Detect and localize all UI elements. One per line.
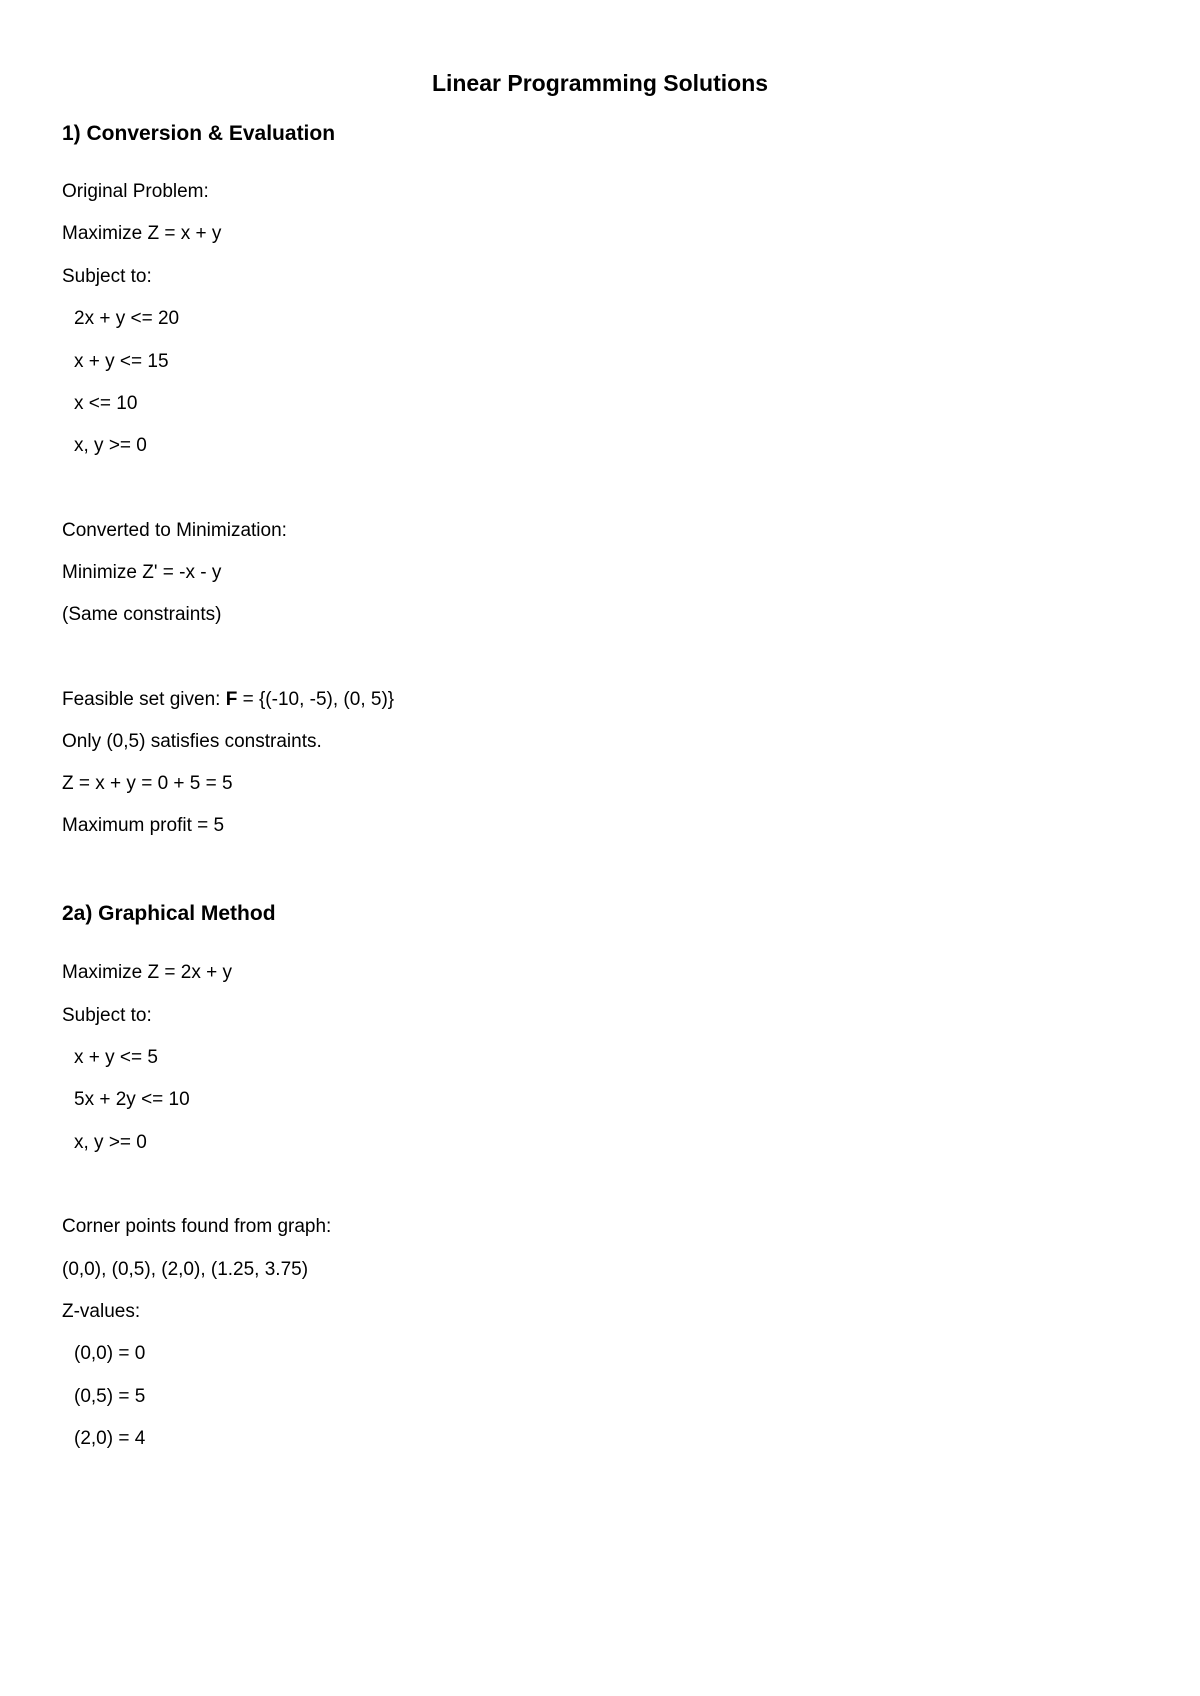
z-values-label: Z-values:	[62, 1301, 141, 1322]
satisfies-note: Only (0,5) satisfies constraints.	[62, 731, 322, 752]
subject-to-label: Subject to:	[62, 266, 152, 287]
maximum-profit: Maximum profit = 5	[62, 815, 225, 836]
z-value-line: (2,0) = 4	[74, 1428, 146, 1449]
constraint-line: 5x + 2y <= 10	[74, 1089, 190, 1110]
feasible-set-symbol: F	[225, 689, 238, 710]
z-calculation: Z = x + y = 0 + 5 = 5	[62, 773, 233, 794]
section-2a-heading: 2a) Graphical Method	[62, 902, 276, 925]
constraint-line: 2x + y <= 20	[74, 308, 180, 329]
converted-label: Converted to Minimization:	[62, 520, 287, 541]
feasible-set-values: = {(-10, -5), (0, 5)}	[237, 689, 395, 710]
objective-function: Maximize Z = 2x + y	[62, 962, 232, 983]
constraint-line: x <= 10	[74, 393, 138, 414]
subject-to-label: Subject to:	[62, 1005, 152, 1026]
converted-objective: Minimize Z' = -x - y	[62, 562, 222, 583]
objective-function: Maximize Z = x + y	[62, 223, 222, 244]
feasible-set-prefix: Feasible set given:	[62, 689, 226, 710]
feasible-set-line	[62, 688, 394, 712]
same-constraints-note: (Same constraints)	[62, 604, 222, 625]
section-1-heading: 1) Conversion & Evaluation	[62, 122, 336, 145]
z-value-line: (0,0) = 0	[74, 1343, 146, 1364]
corner-points-label: Corner points found from graph:	[62, 1216, 332, 1237]
original-problem-label: Original Problem:	[62, 181, 209, 202]
corner-points-list: (0,0), (0,5), (2,0), (1.25, 3.75)	[62, 1259, 309, 1280]
constraint-line: x + y <= 15	[74, 351, 169, 372]
document-title: Linear Programming Solutions	[431, 70, 769, 96]
constraint-line: x + y <= 5	[74, 1047, 158, 1068]
constraint-line: x, y >= 0	[74, 1132, 147, 1153]
z-value-line: (0,5) = 5	[74, 1386, 146, 1407]
constraint-line: x, y >= 0	[74, 435, 147, 456]
